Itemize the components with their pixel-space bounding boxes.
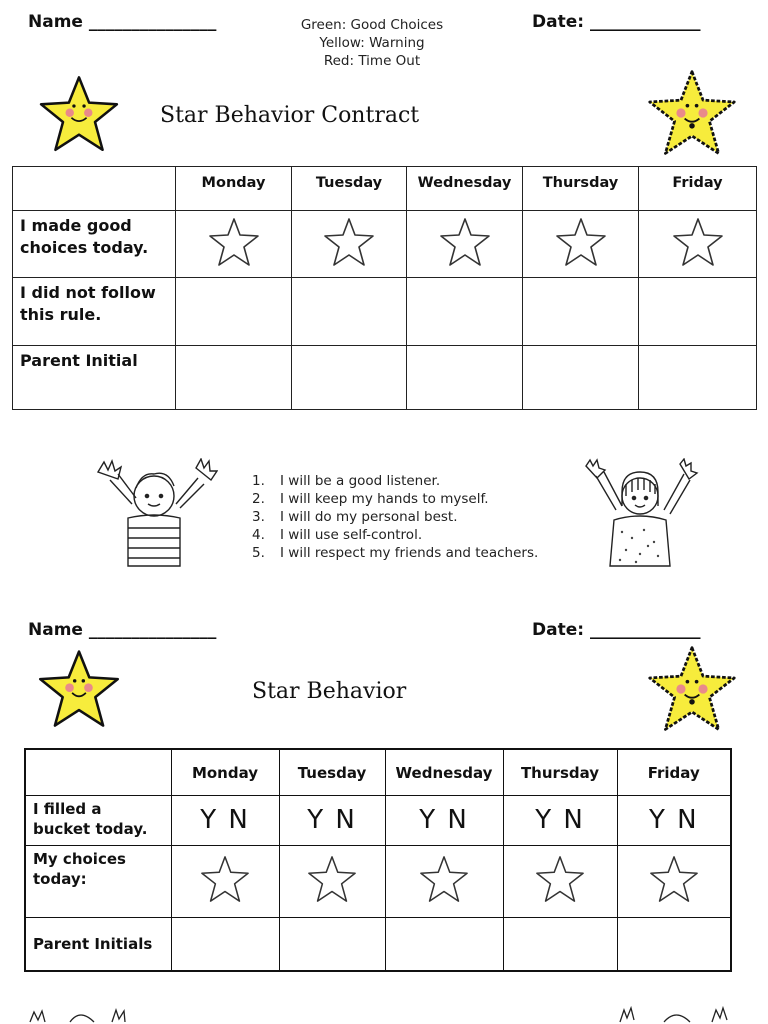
smiley-star-icon xyxy=(646,68,738,158)
smiley-star-icon xyxy=(646,644,738,734)
rule-item: 4. I will use self-control. xyxy=(252,527,423,543)
outline-star-icon xyxy=(534,854,586,904)
outline-star-icon xyxy=(438,216,492,268)
star-cell[interactable] xyxy=(171,845,279,917)
day-header: Monday xyxy=(171,749,279,795)
day-header: Wednesday xyxy=(407,167,523,211)
legend-red: Red: Time Out xyxy=(323,53,421,69)
star-cell[interactable] xyxy=(385,845,503,917)
color-legend xyxy=(272,16,472,70)
day-header: Friday xyxy=(639,167,757,211)
day-header: Thursday xyxy=(503,749,617,795)
initial-cell[interactable] xyxy=(279,917,385,971)
outline-star-icon xyxy=(554,216,608,268)
day-header: Tuesday xyxy=(279,749,385,795)
empty-cell[interactable] xyxy=(292,278,407,346)
rule-item: 1. I will be a good listener. xyxy=(252,473,441,489)
rule-item: 2. I will keep my hands to myself. xyxy=(252,491,489,507)
yes-no-cell[interactable]: Y N xyxy=(617,795,731,845)
date-field-label: Date: _____________ xyxy=(532,620,701,640)
star-cell[interactable] xyxy=(279,845,385,917)
rule-item: 5. I will respect my friends and teachers. xyxy=(252,545,539,561)
name-field-label: Name _______________ xyxy=(28,620,217,640)
outline-star-icon xyxy=(671,216,725,268)
name-field-label: Name _______________ xyxy=(28,12,217,32)
initial-cell[interactable] xyxy=(503,917,617,971)
outline-star-icon xyxy=(322,216,376,268)
empty-cell[interactable] xyxy=(407,278,523,346)
initial-cell[interactable] xyxy=(176,346,292,410)
yes-no-cell[interactable]: Y N xyxy=(171,795,279,845)
table-row xyxy=(25,845,731,917)
smiley-star-icon xyxy=(36,74,122,154)
star-cell[interactable] xyxy=(617,845,731,917)
star-cell[interactable] xyxy=(292,211,407,278)
row-label: Parent Initial xyxy=(13,346,176,410)
table-row xyxy=(25,795,731,845)
day-header: Tuesday xyxy=(292,167,407,211)
initial-cell[interactable] xyxy=(407,346,523,410)
initial-cell[interactable] xyxy=(385,917,503,971)
girl-cheering-illustration xyxy=(580,458,700,570)
initial-cell[interactable] xyxy=(523,346,639,410)
star-cell[interactable] xyxy=(407,211,523,278)
row-label: I made good choices today. xyxy=(13,211,176,278)
star-cell[interactable] xyxy=(176,211,292,278)
star-cell[interactable] xyxy=(503,845,617,917)
rules-list xyxy=(252,472,538,562)
day-header: Monday xyxy=(176,167,292,211)
initial-cell[interactable] xyxy=(617,917,731,971)
yes-no-cell[interactable]: Y N xyxy=(385,795,503,845)
day-header: Friday xyxy=(617,749,731,795)
table-row xyxy=(13,278,757,346)
smiley-star-icon xyxy=(36,648,122,730)
table-row xyxy=(25,917,731,971)
yes-no-cell[interactable]: Y N xyxy=(503,795,617,845)
behavior-contract-table xyxy=(12,166,757,410)
date-field-label: Date: _____________ xyxy=(532,12,701,32)
table-row xyxy=(13,346,757,410)
yes-no-cell[interactable]: Y N xyxy=(279,795,385,845)
girl-cheering-illustration xyxy=(616,1004,740,1024)
row-label: Parent Initials xyxy=(25,917,171,971)
outline-star-icon xyxy=(199,854,251,904)
table-row xyxy=(13,211,757,278)
outline-star-icon xyxy=(207,216,261,268)
day-header: Wednesday xyxy=(385,749,503,795)
star-cell[interactable] xyxy=(523,211,639,278)
legend-green: Green: Good Choices xyxy=(300,17,444,33)
initial-cell[interactable] xyxy=(171,917,279,971)
page-title: Star Behavior xyxy=(252,679,407,704)
empty-cell[interactable] xyxy=(523,278,639,346)
day-header: Thursday xyxy=(523,167,639,211)
boy-cheering-illustration xyxy=(88,458,218,570)
outline-star-icon xyxy=(418,854,470,904)
legend-yellow: Yellow: Warning xyxy=(319,35,425,51)
boy-cheering-illustration xyxy=(26,1006,146,1024)
outline-star-icon xyxy=(648,854,700,904)
empty-cell[interactable] xyxy=(176,278,292,346)
corner-cell xyxy=(25,749,171,795)
page-title: Star Behavior Contract xyxy=(160,103,420,128)
row-label: I did not follow this rule. xyxy=(13,278,176,346)
initial-cell[interactable] xyxy=(292,346,407,410)
rule-item: 3. I will do my personal best. xyxy=(252,509,458,525)
row-label: My choices today: xyxy=(25,845,171,917)
corner-cell xyxy=(13,167,176,211)
outline-star-icon xyxy=(306,854,358,904)
empty-cell[interactable] xyxy=(639,278,757,346)
star-cell[interactable] xyxy=(639,211,757,278)
star-behavior-table xyxy=(24,748,732,972)
initial-cell[interactable] xyxy=(639,346,757,410)
row-label: I filled a bucket today. xyxy=(25,795,171,845)
